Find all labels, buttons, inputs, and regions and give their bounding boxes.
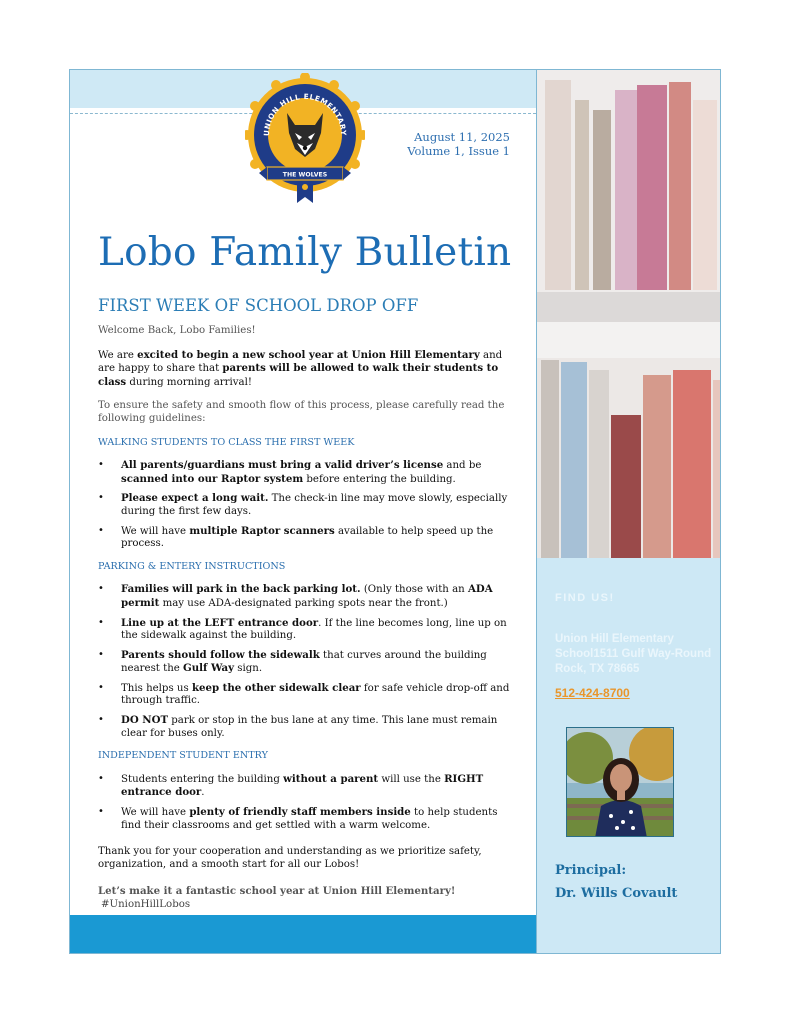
intro-text-a: We are bbox=[98, 349, 138, 361]
article-body bbox=[98, 325, 510, 923]
issue-volume: Volume 1, Issue 1 bbox=[407, 144, 510, 158]
list-item bbox=[121, 459, 510, 486]
item-text: available to help speed up the process. bbox=[121, 525, 494, 550]
closing-paragraph bbox=[98, 885, 510, 911]
school-address: Union Hill Elementary School1511 Gulf Way-Round Rock, TX 78665 bbox=[555, 633, 712, 675]
item-text: that curves around the building nearest the bbox=[121, 649, 487, 675]
intro-bold-b: excited to begin a new school year at Union Hill Elementary bbox=[137, 348, 480, 361]
item-bold: plenty of friendly staff members inside bbox=[189, 806, 411, 819]
item-text: and be bbox=[443, 460, 482, 472]
walking-list bbox=[98, 459, 510, 551]
item-text: The check-in line may move slowly, especially during the first few days. bbox=[121, 493, 508, 517]
list-item bbox=[121, 617, 510, 643]
list-item bbox=[121, 525, 510, 551]
item-bold: Parents should follow the sidewalk bbox=[121, 648, 320, 661]
item-bold: All parents/guardians must bring a valid driver’s license bbox=[121, 459, 444, 472]
item-bold: Line up at the LEFT entrance door bbox=[121, 616, 319, 629]
list-item bbox=[121, 649, 510, 676]
item-bold: Please expect a long wait. bbox=[121, 492, 269, 505]
list-item bbox=[121, 714, 510, 740]
section-subtitle: FIRST WEEK OF SCHOOL DROP OFF bbox=[98, 296, 419, 315]
item-bold: RIGHT entrance door bbox=[121, 772, 484, 799]
intro-text-e: during morning arrival! bbox=[126, 376, 252, 388]
item-text: This helps us bbox=[121, 682, 192, 694]
list-item bbox=[121, 806, 510, 832]
item-bold: Families will park in the back parking lot. bbox=[121, 583, 361, 596]
item-bold: ADA permit bbox=[121, 583, 493, 609]
item-text: (Only those with an bbox=[360, 584, 468, 596]
main-column bbox=[70, 70, 536, 953]
issue-date: August 11, 2025 bbox=[414, 130, 510, 144]
principal-photo bbox=[566, 727, 674, 837]
item-text: We will have bbox=[121, 807, 190, 819]
phone-link[interactable]: 512-424-8700 bbox=[555, 686, 630, 700]
independent-list bbox=[98, 773, 510, 832]
hashtag: #UnionHillLobos bbox=[101, 899, 191, 910]
newsletter-page bbox=[69, 69, 721, 954]
item-bold: DO NOT bbox=[121, 714, 169, 727]
logo-top-text: UNION HILL ELEMENTARY bbox=[261, 91, 349, 137]
principal-name: Dr. Wills Covault bbox=[555, 886, 678, 901]
item-text: may use ADA-designated parking spots near the front.) bbox=[159, 597, 448, 609]
bookshelf-photo bbox=[537, 70, 720, 558]
item-text: . If the line becomes long, line up on the sidewalk against the building. bbox=[121, 617, 507, 642]
item-text: to help students find their classrooms and get settled with a warm welcome. bbox=[121, 807, 498, 831]
sidebar bbox=[536, 70, 720, 953]
guidelines-paragraph: To ensure the safety and smooth flow of this process, please carefully read the following guidelines: bbox=[98, 400, 505, 424]
item-text: We will have bbox=[121, 525, 190, 537]
item-bold: without a parent bbox=[283, 772, 379, 785]
parking-list bbox=[98, 583, 510, 740]
page-title: Lobo Family Bulletin bbox=[98, 230, 512, 275]
principal-label: Principal: bbox=[555, 863, 627, 878]
intro-paragraph bbox=[98, 349, 510, 390]
section-heading-walking: WALKING STUDENTS TO CLASS THE FIRST WEEK bbox=[98, 436, 355, 448]
list-item bbox=[121, 682, 510, 708]
issue-info bbox=[407, 130, 510, 158]
section-heading-parking: PARKING & ENTERY INSTRUCTIONS bbox=[98, 560, 286, 572]
bottom-band bbox=[70, 915, 536, 953]
item-text: before entering the building. bbox=[303, 473, 456, 485]
item-text: . bbox=[201, 787, 205, 799]
welcome-line: Welcome Back, Lobo Families! bbox=[98, 325, 256, 336]
item-bold: Gulf Way bbox=[183, 662, 235, 675]
item-bold: scanned into our Raptor system bbox=[121, 472, 304, 485]
closing-line: Let’s make it a fantastic school year at Union Hill Elementary! bbox=[98, 885, 456, 898]
intro-text-c: and are happy to share that bbox=[98, 349, 503, 375]
intro-bold-d: parents will be allowed to walk their students to class bbox=[98, 362, 499, 388]
item-text: will use the bbox=[378, 773, 445, 785]
list-item bbox=[121, 773, 510, 800]
list-item bbox=[121, 583, 510, 610]
thanks-paragraph: Thank you for your cooperation and understanding as we prioritize safety, organization, and a smooth start for all our Lobos! bbox=[98, 846, 482, 870]
item-bold: keep the other sidewalk clear bbox=[191, 681, 361, 694]
logo-banner-text: THE WOLVES bbox=[282, 171, 328, 179]
item-text: Students entering the building bbox=[121, 773, 284, 785]
section-heading-independent: INDEPENDENT STUDENT ENTRY bbox=[98, 750, 268, 762]
item-text: sign. bbox=[234, 663, 263, 675]
item-text: park or stop in the bus lane at any time. This lane must remain clear for buses only. bbox=[121, 715, 498, 739]
find-us-heading: FIND US! bbox=[555, 592, 615, 604]
item-bold: multiple Raptor scanners bbox=[189, 524, 335, 537]
item-text: for safe vehicle drop-off and through traffic. bbox=[121, 682, 510, 707]
school-logo bbox=[245, 73, 365, 205]
list-item bbox=[121, 492, 510, 518]
